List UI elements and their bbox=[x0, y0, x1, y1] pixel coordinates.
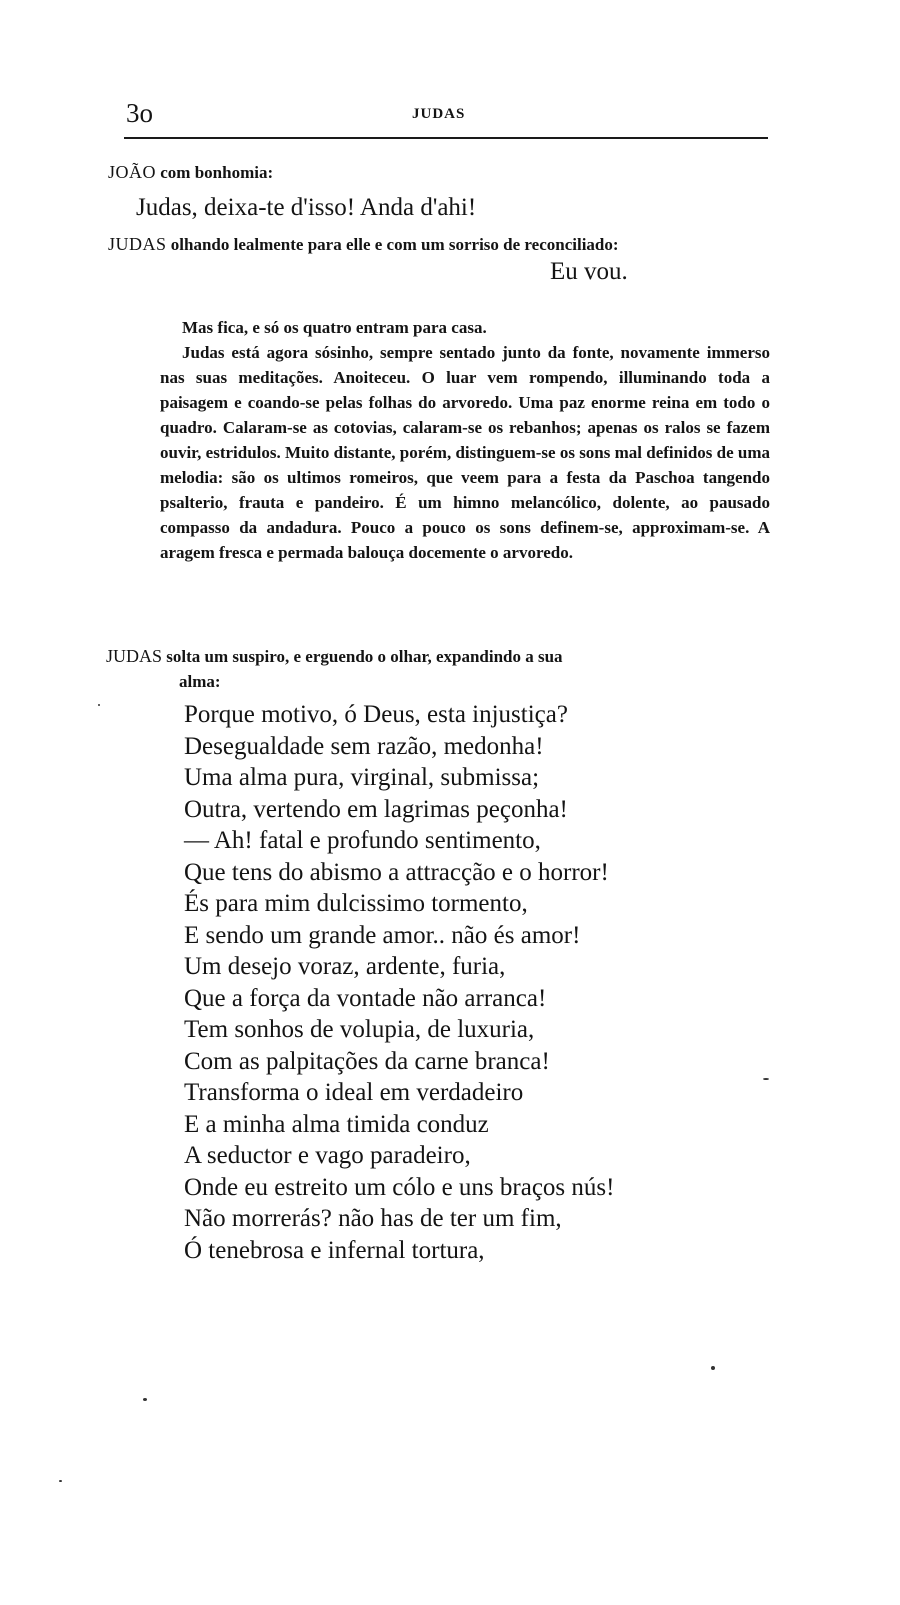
verse-line: Transforma o ideal em verdadeiro bbox=[184, 1079, 524, 1106]
verse-line: Desegualdade sem razão, medonha! bbox=[184, 732, 544, 760]
scan-speck bbox=[98, 704, 100, 706]
verse-line: — Ah! fatal e profundo sentimento, bbox=[184, 827, 541, 854]
verse-line: Não morrerás? não has de ter um fim, bbox=[184, 1205, 562, 1232]
verse-line: Uma alma pura, virginal, submissa; bbox=[184, 764, 540, 791]
verse-line: Porque motivo, ó Deus, esta injustiça? bbox=[184, 701, 568, 728]
header-rule bbox=[124, 137, 768, 139]
verse-line: Ó tenebrosa e infernal tortura, bbox=[184, 1236, 485, 1264]
verse-line: Onde eu estreito um cólo e uns braços nús! bbox=[184, 1173, 615, 1201]
speech-judas: Eu vou. bbox=[550, 258, 628, 285]
speaker-direction: com bonhomia: bbox=[160, 163, 274, 182]
speaker-name: JUDAS bbox=[106, 646, 163, 666]
verse-line: És para mim dulcissimo tormento, bbox=[184, 890, 528, 917]
speaker-name: JOÃO bbox=[108, 162, 157, 182]
stage-direction bbox=[160, 315, 770, 565]
judas-monologue-intro bbox=[106, 644, 770, 694]
stage-direction-paragraph: Mas fica, e só os quatro entram para casa. bbox=[182, 318, 487, 337]
verse-line: A seductor e vago paradeiro, bbox=[184, 1142, 471, 1169]
speaker-line-judas bbox=[108, 234, 619, 255]
running-title: JUDAS bbox=[412, 106, 466, 122]
speaker-direction: olhando lealmente para elle e com um sorriso de reconciliado: bbox=[170, 235, 619, 254]
verse-stanza bbox=[184, 699, 614, 1266]
speaker-line-joao bbox=[108, 162, 273, 183]
verse-line: E sendo um grande amor.. não és amor! bbox=[184, 921, 581, 949]
stage-direction-paragraph: Judas está agora sósinho, sempre sentado junto da fonte, novamente immerso nas suas meditações. Anoiteceu. O luar vem rompendo, illuminando toda a paisagem e coando-se pelas folhas do arvoredo. Uma paz enorme reina em todo o quadro. Calaram-se as cotovias, calaram-se os rebanhos; apenas os ralos se fazem ouvir, estridulos. Muito distante, porém, distinguem-se os sons mal definidos de uma melodia: são os ultimos romeiros, que veem para a festa da Paschoa tangendo psalterio, frauta e pandeiro. É um himno melancólico, dolente, ao pausado compasso da andadura. Pouco a pouco os sons definem-se, approximam-se. A aragem fresca e permada balouça docemente o arvoredo. bbox=[160, 343, 771, 562]
verse-line: Outra, vertendo em lagrimas peçonha! bbox=[184, 795, 568, 823]
verse-line: Com as palpitações da carne branca! bbox=[184, 1047, 550, 1075]
speaker-direction: solta um suspiro, e erguendo o olhar, expandindo a sua bbox=[166, 647, 563, 666]
scan-speck bbox=[143, 1398, 147, 1401]
verse-line: Que a força da vontade não arranca! bbox=[184, 984, 547, 1012]
speaker-name: JUDAS bbox=[108, 234, 167, 254]
scan-speck bbox=[763, 1078, 769, 1080]
verse-line: Que tens do abismo a attracção e o horror! bbox=[184, 858, 609, 886]
verse-line: Um desejo voraz, ardente, furia, bbox=[184, 953, 506, 980]
scan-speck bbox=[711, 1366, 715, 1370]
verse-line: Tem sonhos de volupia, de luxuria, bbox=[184, 1016, 535, 1043]
scan-speck bbox=[59, 1480, 62, 1482]
verse-line: E a minha alma timida conduz bbox=[184, 1110, 489, 1138]
speech-joao: Judas, deixa-te d'isso! Anda d'ahi! bbox=[136, 194, 477, 221]
page-number: 3o bbox=[126, 98, 153, 128]
speaker-direction-continued: alma: bbox=[179, 672, 221, 691]
